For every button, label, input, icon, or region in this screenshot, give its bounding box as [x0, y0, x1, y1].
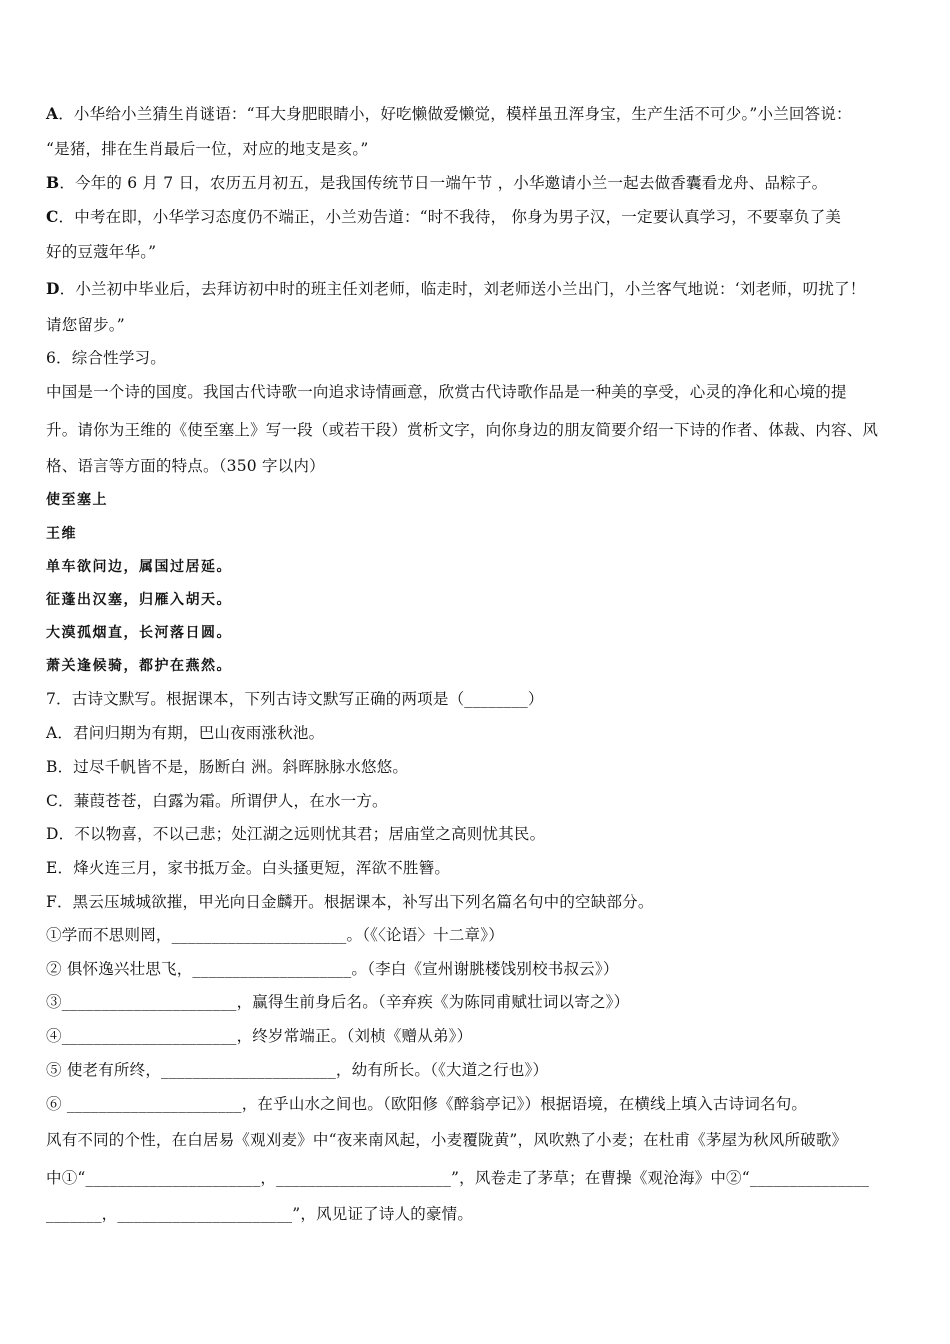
option-d-line-1 — [46, 279, 866, 299]
context-line-1: 风有不同的个性，在白居易《观刈麦》中“夜来南风起，小麦覆陇黄”，风吹熟了小麦；在杜甫《茅屋为秋风所破歌》 — [46, 1131, 848, 1149]
option-b-line-1 — [46, 173, 827, 193]
poem-author: 王维 — [46, 526, 77, 542]
option-a-line-2: “是猪，排在生肖最后一位，对应的地支是亥。” — [46, 140, 369, 158]
fill-item-4: ④______________________，终岁常端正。（刘桢《赠从弟》） — [46, 1027, 473, 1045]
fill-item-3: ③______________________，赢得生前身后名。（辛弃疾《为陈同甫赋壮词以寄之》） — [46, 993, 630, 1011]
question-6-intro-3: 格、语言等方面的特点。（350 字以内） — [46, 457, 325, 475]
option-a-label: A — [46, 104, 59, 123]
option-a-line-1 — [46, 104, 852, 124]
question-6-intro-2: 升。请你为王维的《使至塞上》写一段（或若干段）赏析文字，向你身边的朋友简要介绍一下诗的作者、体裁、内容、风 — [46, 421, 879, 439]
poem-line-3: 大漠孤烟直，长河落日圆。 — [46, 625, 232, 641]
option-d-line-2: 请您留步。” — [46, 316, 125, 334]
poem-line-1: 单车欲问边，属国过居延。 — [46, 559, 232, 575]
option-a-text: ．小华给小兰猜生肖谜语：“耳大身肥眼睛小，好吃懒做爱懒觉，模样虽丑浑身宝，生产生活不可少。”小兰回答说： — [58, 105, 852, 123]
question-7-option-b: B．过尽千帆皆不是，肠断白 洲。斜晖脉脉水悠悠。 — [46, 758, 409, 776]
option-c-text: ．中考在即，小华学习态度仍不端正，小兰劝告道：“时不我待， 你身为男子汉，一定要认真学习，不要辜负了美 — [58, 208, 842, 226]
option-c-line-1 — [46, 207, 841, 227]
question-7-option-c: C．蒹葭苍苍，白露为霜。所谓伊人，在水一方。 — [46, 792, 388, 810]
fill-item-5: ⑤ 使老有所终，______________________，幼有所长。（《大道之行也》） — [46, 1061, 549, 1079]
fill-item-6: ⑥ ______________________，在乎山水之间也。（欧阳修《醉翁亭记》）根据语境，在横线上填入古诗词名句。 — [46, 1095, 808, 1113]
poem-line-4: 萧关逢候骑，都护在燕然。 — [46, 658, 232, 674]
option-c-line-2: 好的豆蔻年华。” — [46, 243, 157, 261]
question-6-title: 6．综合性学习。 — [46, 349, 166, 367]
poem-title: 使至塞上 — [46, 492, 108, 508]
context-line-3: _______，______________________”，风见证了诗人的豪情。 — [46, 1205, 474, 1223]
option-c-label: C — [46, 207, 59, 226]
poem-line-2: 征蓬出汉塞，归雁入胡天。 — [46, 592, 232, 608]
question-7-option-a: A．君问归期为有期，巴山夜雨涨秋池。 — [46, 724, 325, 742]
question-6-intro-1: 中国是一个诗的国度。我国古代诗歌一向追求诗情画意，欣赏古代诗歌作品是一种美的享受，心灵的净化和心境的提 — [46, 383, 847, 401]
question-7-title: 7．古诗文默写。根据课本，下列古诗文默写正确的两项是（________） — [46, 690, 544, 708]
fill-item-2: ② 俱怀逸兴壮思飞，____________________。（李白《宣州谢朓楼饯别校书叔云》） — [46, 960, 619, 978]
question-7-option-f: F．黑云压城城欲摧，甲光向日金麟开。根据课本，补写出下列名篇名句中的空缺部分。 — [46, 893, 654, 911]
option-d-label: D — [46, 279, 60, 298]
option-b-text: ．今年的 6 月 7 日，农历五月初五，是我国传统节日一端午节 ，小华邀请小兰一起去做香囊看龙舟、品粽子。 — [59, 174, 828, 192]
fill-item-1: ①学而不思则罔，______________________。（《〈论语〉十二章》） — [46, 926, 504, 944]
context-line-2: 中①“______________________，______________________”，风卷走了茅草；在曹操《观沧海》中②“_______________ — [46, 1169, 870, 1187]
question-7-option-e: E．烽火连三月，家书抵万金。白头搔更短，浑欲不胜簪。 — [46, 859, 451, 877]
option-d-text: ．小兰初中毕业后，去拜访初中时的班主任刘老师，临走时，刘老师送小兰出门，小兰客气地说：‘刘老师，叨扰了！ — [59, 280, 866, 298]
option-b-label: B — [46, 173, 60, 192]
question-7-option-d: D．不以物喜，不以己悲；处江湖之远则忧其君；居庙堂之高则忧其民。 — [46, 825, 546, 843]
